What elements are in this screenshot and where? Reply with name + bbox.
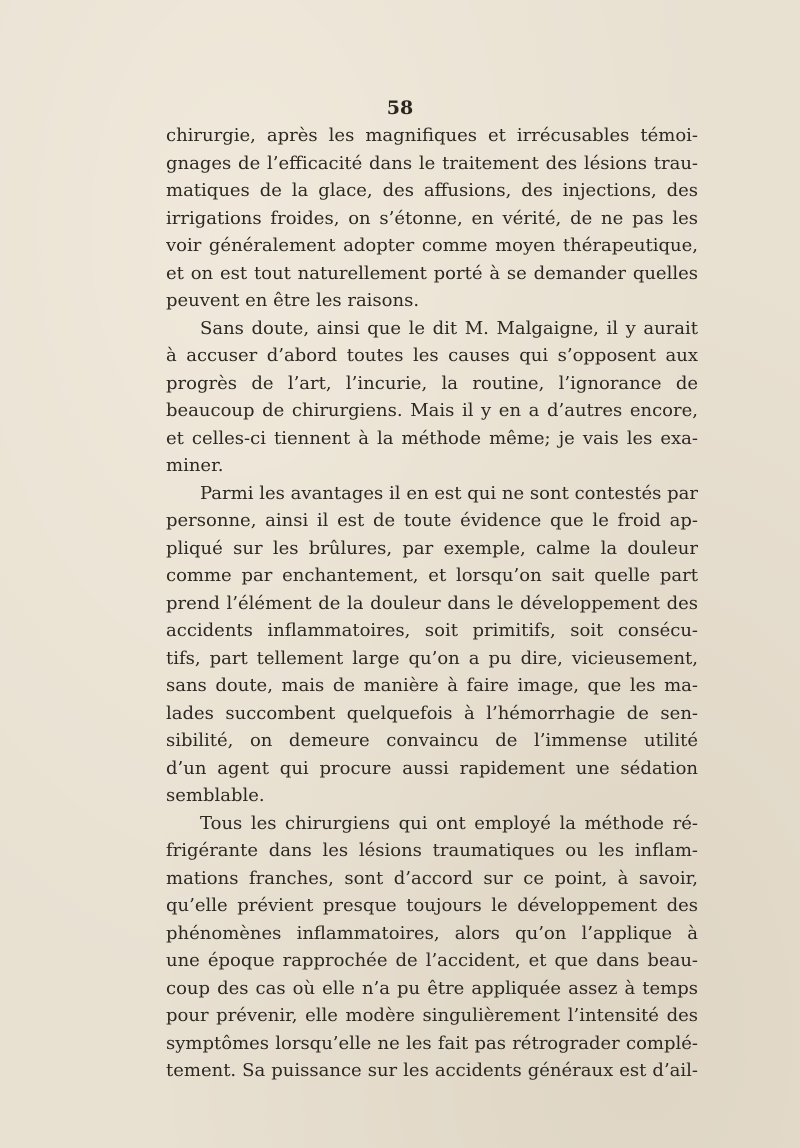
text-line: d’un agent qui procure aussi rapidement une sédation <box>166 757 698 779</box>
text-line: symptômes lorsqu’elle ne les fait pas rétrograder complé- <box>166 1032 698 1054</box>
text-line: frigérante dans les lésions traumatiques ou les inflam- <box>166 840 698 861</box>
text-line: pliqué sur les brûlures, par exemple, calme la douleur <box>166 537 698 559</box>
text-line: semblable. <box>166 785 265 806</box>
text-line: chirurgie, après les magnifiques et irrécusables témoi- <box>166 125 698 146</box>
text-line: gnages de l’efficacité dans le traitement des lésions trau- <box>166 152 698 174</box>
text-line: Sans doute, ainsi que le dit M. Malgaigne, il y aurait <box>200 317 698 339</box>
text-line: et on est tout naturellement porté à se demander quelles <box>166 262 698 284</box>
text-line: comme par enchantement, et lorsqu’on sait quelle part <box>166 565 698 586</box>
page-number: 58 <box>386 97 414 119</box>
text-line: accidents inflammatoires, soit primitifs, soit consécu- <box>166 620 698 641</box>
text-line: phénomènes inflammatoires, alors qu’on l’applique à <box>166 922 698 944</box>
text-line: mations franches, sont d’accord sur ce point, à savoir, <box>166 867 698 889</box>
text-line: peuvent en être les raisons. <box>166 290 420 311</box>
text-line: à accuser d’abord toutes les causes qui s’opposent aux <box>166 345 698 366</box>
text-line: qu’elle prévient presque toujours le développement des <box>166 895 698 916</box>
text-line: pour prévenir, elle modère singulièrement l’intensité des <box>166 1005 698 1026</box>
text-line: voir généralement adopter comme moyen thérapeutique, <box>166 235 698 256</box>
text-line: irrigations froides, on s’étonne, en vérité, de ne pas les <box>166 207 698 229</box>
text-line: Tous les chirurgiens qui ont employé la méthode ré- <box>200 812 698 834</box>
text-line: coup des cas où elle n’a pu être appliquée assez à temps <box>166 977 698 999</box>
text-line: lades succombent quelquefois à l’hémorrhagie de sen- <box>166 702 698 724</box>
text-line: beaucoup de chirurgiens. Mais il y en a d’autres encore, <box>166 400 698 421</box>
text-line: tifs, part tellement large qu’on a pu dire, vicieusement, <box>166 647 698 669</box>
text-line: Parmi les avantages il en est qui ne sont contestés par <box>200 482 698 504</box>
text-line: personne, ainsi il est de toute évidence que le froid ap- <box>166 510 698 531</box>
text-line: matiques de la glace, des affusions, des injections, des <box>166 180 698 201</box>
body-text <box>166 122 698 1085</box>
text-line: et celles-ci tiennent à la méthode même; je vais les exa- <box>166 427 698 449</box>
text-line: tement. Sa puissance sur les accidents généraux est d’ail- <box>166 1060 698 1081</box>
text-line: sibilité, on demeure convaincu de l’immense utilité <box>166 730 698 751</box>
text-line: prend l’élément de la douleur dans le développement des <box>166 592 698 614</box>
text-line: sans doute, mais de manière à faire image, que les ma- <box>166 675 698 696</box>
text-line: une époque rapprochée de l’accident, et que dans beau- <box>166 950 698 971</box>
text-line: miner. <box>166 455 224 476</box>
text-line: progrès de l’art, l’incurie, la routine, l’ignorance de <box>166 372 698 394</box>
